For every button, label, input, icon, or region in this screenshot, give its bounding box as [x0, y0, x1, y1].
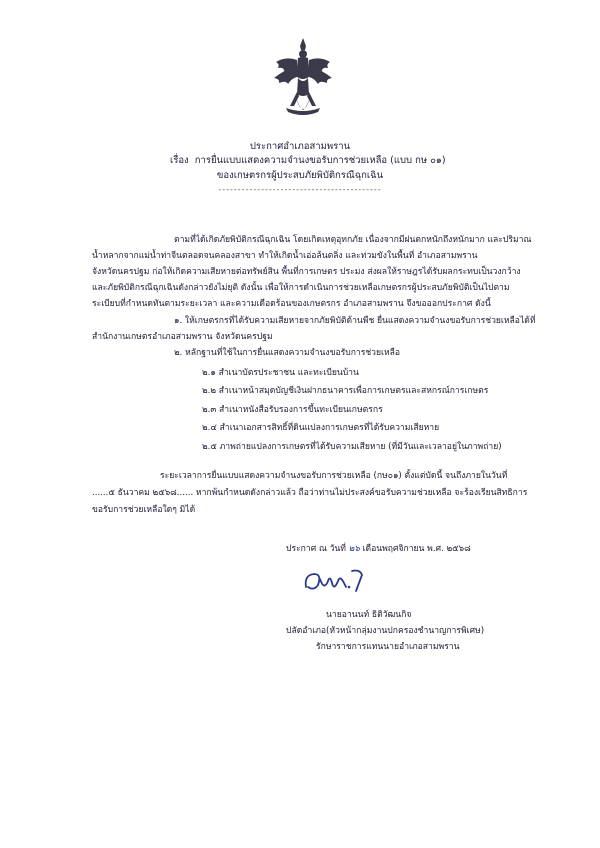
item2-title: ๒. หลักฐานที่ใช้ในการยื่นแสดงความจำนงขอรับการช่วยเหลือ — [174, 348, 401, 358]
heading-divider: ------------------------------------------ — [218, 185, 382, 194]
item1-line2: สำนักงานเกษตรอำเภอสามพราน จังหวัดนครปฐม — [92, 332, 273, 342]
announce-day: ๒๖ — [348, 544, 360, 554]
announce-date — [286, 541, 471, 555]
announce-prefix: ประกาศ ณ วันที่ — [286, 544, 346, 554]
para1-line3: จังหวัดนครปฐม ก่อให้เกิดความเสียหายต่อทรัพย์สิน พื้นที่การเกษตร ประมง ส่งผลให้ราษฎรได้รับผลกระทบเป็นวงกว้าง — [92, 267, 521, 277]
para3-line2: ......๕ ธันวาคม ๒๕๖๘...... หากพ้นกำหนดดังกล่าวแล้ว ถือว่าท่านไม่ประสงค์ขอรับความช่วยเหลือ จะร้องเรียนสิทธิการ — [92, 488, 528, 498]
announce-year: พ.ศ. ๒๕๖๘ — [427, 544, 471, 554]
item2-sub2: ๒.๒ สำเนาหน้าสมุดบัญชีเงินฝากธนาคารเพื่อการเกษตรและสหกรณ์การเกษตร — [202, 386, 489, 396]
item1-line1: ๑. ให้เกษตรกรที่ได้รับความเสียหายจากภัยพิบัติด้านพืช ยื่นแสดงความจำนงขอรับการช่วยเหลือได้ที่ — [174, 316, 536, 326]
announce-month: เดือนพฤศจิกายน — [362, 544, 425, 554]
signatory-name: นายอานนท์ ธิติวัฒนกิจ — [326, 610, 412, 620]
announcement-subject-line2: ของเกษตรกรผู้ประสบภัยพิบัติกรณีฉุกเฉิน — [216, 170, 384, 181]
item2-sub1: ๒.๑ สำเนาบัตรประชาชน และทะเบียนบ้าน — [202, 368, 359, 378]
para1-line1: ตามที่ได้เกิดภัยพิบัติกรณีฉุกเฉิน โดยเกิดเหตุอุทกภัย เนื่องจากมีฝนตกหนักถึงหนักมาก และปริมาณ — [174, 235, 532, 245]
para1-line2: น้ำหลากจากแม่น้ำท่าจีนตลอดจนคลองสาขา ทำให้เกิดน้ำเอ่อล้นตลิ่ง และท่วมขังในพื้นที่ อำเภอสามพราน — [92, 251, 478, 261]
announcement-subject — [170, 154, 446, 168]
subject-prefix: เรื่อง — [170, 155, 189, 166]
item2-sub3: ๒.๓ สำเนาหนังสือรับรองการขึ้นทะเบียนเกษตรกร — [202, 405, 383, 415]
para1-line4: และภัยพิบัติกรณีฉุกเฉินดังกล่าวยังไม่ยุติ ดังนั้น เพื่อให้การดำเนินการช่วยเหลือเกษตรกรผู้ประสบภัยพิบัติเป็นไปตาม — [92, 283, 510, 293]
para1-line5: ระเบียบที่กำหนดทันตามระยะเวลา และความเดือดร้อนของเกษตรกร อำเภอสามพราน จึงขอออกประกาศ ดังนี้ — [92, 299, 491, 309]
item2-sub4: ๒.๔ สำเนาเอกสารสิทธิ์ที่ดินแปลงการเกษตรที่ได้รับความเสียหาย — [202, 423, 440, 433]
announcement-title: ประกาศอำเภอสามพราน — [249, 141, 351, 152]
item2-sub5: ๒.๕ ภาพถ่ายแปลงการเกษตรที่ได้รับความเสียหาย (ที่มีวันและเวลาอยู่ในภาพถ่าย) — [202, 442, 502, 452]
subject-text: การยื่นแบบแสดงความจำนงขอรับการช่วยเหลือ (แบบ กษ ๐๑) — [194, 155, 446, 166]
garuda-emblem-icon — [272, 36, 334, 122]
signatory-position1: ปลัดอำเภอ(หัวหน้ากลุ่มงานปกครองชำนาญการพิเศษ) — [286, 626, 485, 636]
signatory-position2: รักษาราชการแทนนายอำเภอสามพราน — [316, 642, 460, 652]
para3-line1: ระยะเวลาการยื่นแบบแสดงความจำนงขอรับการช่วยเหลือ (กษ๐๑) ตั้งแต่บัดนี้ จนถึงภายในวันที่ — [160, 471, 508, 481]
para3-line3: ขอรับการช่วยเหลือใดๆ มิได้ — [92, 505, 196, 515]
handwritten-signature — [300, 565, 420, 597]
